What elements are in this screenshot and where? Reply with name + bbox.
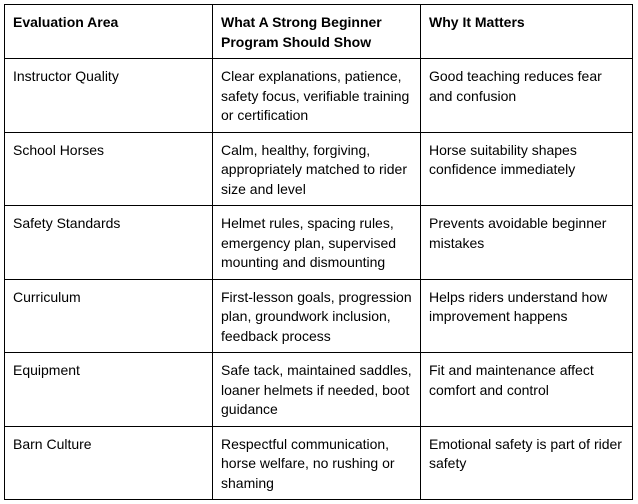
table-row (5, 279, 633, 353)
cell-evaluation-area: Instructor Quality (5, 59, 213, 133)
cell-program-should-show: Respectful communication, horse welfare, no rushing or shaming (213, 426, 421, 500)
table-row (5, 426, 633, 500)
cell-program-should-show: Safe tack, maintained saddles, loaner helmets if needed, boot guidance (213, 353, 421, 427)
cell-why-it-matters: Prevents avoidable beginner mistakes (421, 206, 633, 280)
cell-evaluation-area: Barn Culture (5, 426, 213, 500)
cell-why-it-matters: Horse suitability shapes confidence immediately (421, 132, 633, 206)
table-row (5, 353, 633, 427)
header-evaluation-area: Evaluation Area (5, 5, 213, 59)
evaluation-table (4, 4, 633, 500)
header-program-should-show: What A Strong Beginner Program Should Show (213, 5, 421, 59)
cell-evaluation-area: Curriculum (5, 279, 213, 353)
cell-evaluation-area: School Horses (5, 132, 213, 206)
table-row (5, 59, 633, 133)
cell-program-should-show: Calm, healthy, forgiving, appropriately matched to rider size and level (213, 132, 421, 206)
cell-program-should-show: Clear explanations, patience, safety focus, verifiable training or certification (213, 59, 421, 133)
cell-program-should-show: First-lesson goals, progression plan, groundwork inclusion, feedback process (213, 279, 421, 353)
cell-evaluation-area: Safety Standards (5, 206, 213, 280)
header-why-it-matters: Why It Matters (421, 5, 633, 59)
cell-why-it-matters: Good teaching reduces fear and confusion (421, 59, 633, 133)
table-row (5, 206, 633, 280)
cell-why-it-matters: Fit and maintenance affect comfort and control (421, 353, 633, 427)
cell-why-it-matters: Emotional safety is part of rider safety (421, 426, 633, 500)
cell-why-it-matters: Helps riders understand how improvement happens (421, 279, 633, 353)
table-row (5, 132, 633, 206)
cell-program-should-show: Helmet rules, spacing rules, emergency plan, supervised mounting and dismounting (213, 206, 421, 280)
cell-evaluation-area: Equipment (5, 353, 213, 427)
table-header-row (5, 5, 633, 59)
